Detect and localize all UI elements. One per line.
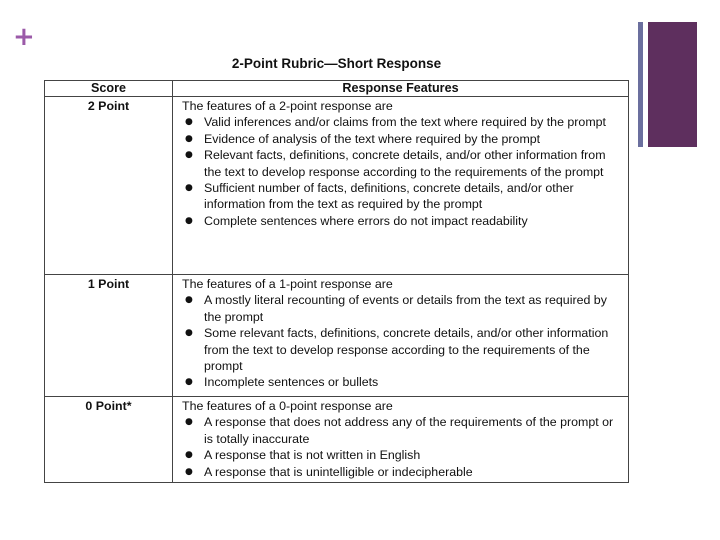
table-row	[45, 397, 629, 483]
accent-block	[648, 22, 697, 147]
bullet-icon: ●	[185, 117, 193, 128]
list-item	[182, 325, 622, 374]
list-item	[182, 213, 622, 229]
bullet-icon: ●	[185, 417, 193, 428]
bullet-icon: ●	[185, 150, 193, 161]
list-item	[182, 114, 622, 130]
rubric-table	[44, 80, 629, 483]
features-cell	[173, 397, 629, 483]
features-intro: The features of a 1-point response are	[182, 277, 393, 291]
features-column-header: Response Features	[173, 81, 629, 97]
list-item	[182, 131, 622, 147]
score-cell: 1 Point	[45, 275, 173, 397]
list-item	[182, 414, 622, 447]
feature-list	[182, 292, 622, 390]
score-cell: 0 Point*	[45, 397, 173, 483]
list-item	[182, 147, 622, 180]
bullet-icon: ●	[185, 377, 193, 388]
table-row	[45, 275, 629, 397]
score-column-header: Score	[45, 81, 173, 97]
bullet-icon: ●	[185, 215, 193, 226]
list-item	[182, 374, 622, 390]
feature-text: Sufficient number of facts, definitions, concrete details, and/or other information from the text as required by the prompt	[204, 181, 574, 212]
list-item	[182, 447, 622, 463]
bullet-icon: ●	[185, 133, 193, 144]
features-intro: The features of a 2-point response are	[182, 99, 393, 113]
bullet-icon: ●	[185, 450, 193, 461]
feature-text: Valid inferences and/or claims from the text where required by the prompt	[204, 115, 606, 130]
features-cell	[173, 97, 629, 275]
list-item	[182, 292, 622, 325]
feature-text: A mostly literal recounting of events or details from the text as required by the prompt	[204, 293, 607, 324]
bullet-icon: ●	[185, 295, 193, 306]
bullet-icon: ●	[185, 466, 193, 477]
table-header-row	[45, 81, 629, 97]
rubric-title: 2-Point Rubric—Short Response	[231, 56, 442, 71]
features-cell	[173, 275, 629, 397]
feature-list	[182, 114, 622, 229]
feature-text: A response that does not address any of the requirements of the prompt or is totally inaccurate	[204, 415, 614, 446]
feature-text: Relevant facts, definitions, concrete details, and/or other information from the text to develop response according to the requirements of the prompt	[204, 148, 606, 179]
table-row	[45, 97, 629, 275]
features-intro: The features of a 0-point response are	[182, 399, 393, 413]
feature-text: Complete sentences where errors do not impact readability	[204, 213, 528, 228]
feature-text: Incomplete sentences or bullets	[204, 375, 379, 390]
list-item	[182, 180, 622, 213]
feature-list	[182, 414, 622, 480]
bullet-icon: ●	[185, 183, 193, 194]
feature-text: A response that is unintelligible or indecipherable	[204, 464, 473, 479]
bullet-icon: ●	[185, 328, 193, 339]
plus-icon: +	[13, 22, 35, 52]
feature-text: A response that is not written in English	[204, 448, 421, 463]
accent-bar-thin	[638, 22, 643, 147]
score-cell: 2 Point	[45, 97, 173, 275]
list-item	[182, 464, 622, 480]
feature-text: Some relevant facts, definitions, concrete details, and/or other information from the text to develop response according to the requirements of the prompt	[204, 326, 609, 374]
feature-text: Evidence of analysis of the text where required by the prompt	[204, 131, 541, 146]
